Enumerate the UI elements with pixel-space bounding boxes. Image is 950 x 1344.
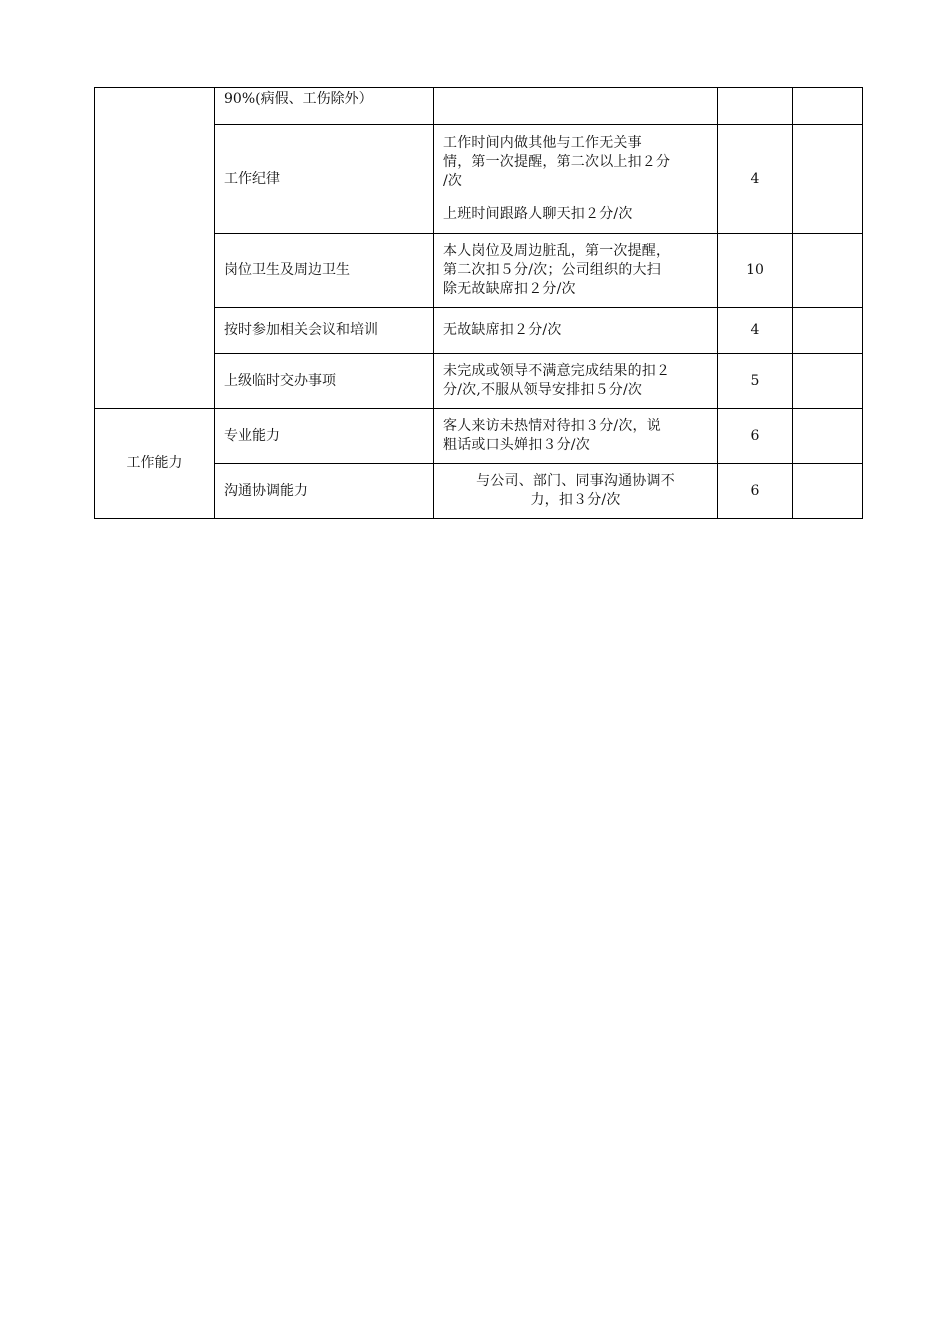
score-cell [718, 88, 793, 125]
standard-cell [434, 234, 718, 308]
score-cell: 6 [718, 464, 793, 519]
standard-line: 除无故缺席扣２分/次 [443, 281, 576, 297]
standard-line: 粗话或口头婵扣３分/次 [443, 437, 590, 453]
result-cell [793, 125, 863, 234]
standard-line: 本人岗位及周边脏乱，第一次提醒， [443, 243, 671, 259]
standard-cell [434, 308, 718, 354]
standard-line: 第二次扣５分/次；公司组织的大扫 [443, 262, 661, 278]
result-cell [793, 409, 863, 464]
assessment-table [94, 87, 863, 519]
result-cell [793, 354, 863, 409]
result-cell [793, 308, 863, 354]
standard-line: 工作时间内做其他与工作无关事 [443, 135, 642, 151]
standard-cell [434, 464, 718, 519]
standard-line: 情，第一次提醒，第二次以上扣２分 [443, 154, 671, 170]
standard-cell [434, 88, 718, 125]
item-cell: 90%(病假、工伤除外） [215, 88, 434, 125]
standard-line: 力，扣３分/次 [530, 492, 621, 508]
score-cell: 4 [718, 308, 793, 354]
standard-cell [434, 125, 718, 234]
standard-line: /次 [443, 173, 463, 189]
table-row [95, 88, 863, 125]
category-cell: 工作能力 [95, 409, 215, 519]
spacer [443, 191, 708, 205]
item-cell: 专业能力 [215, 409, 434, 464]
result-cell [793, 464, 863, 519]
standard-line: 未完成或领导不满意完成结果的扣２ [443, 363, 671, 379]
table-row [95, 409, 863, 464]
category-cell-continued [95, 88, 215, 409]
item-cell: 工作纪律 [215, 125, 434, 234]
standard-line: 分/次,不服从领导安排扣５分/次 [443, 382, 643, 398]
standard-line: 客人来访未热情对待扣３分/次，说 [443, 418, 661, 434]
result-cell [793, 234, 863, 308]
score-cell: 10 [718, 234, 793, 308]
item-cell: 上级临时交办事项 [215, 354, 434, 409]
result-cell [793, 88, 863, 125]
score-cell: 5 [718, 354, 793, 409]
standard-line: 无故缺席扣２分/次 [443, 322, 562, 338]
standard-line: 上班时间跟路人聊天扣２分/次 [443, 206, 633, 222]
item-cell: 沟通协调能力 [215, 464, 434, 519]
standard-cell [434, 354, 718, 409]
score-cell: 4 [718, 125, 793, 234]
standard-cell [434, 409, 718, 464]
score-cell: 6 [718, 409, 793, 464]
item-cell: 按时参加相关会议和培训 [215, 308, 434, 354]
item-cell: 岗位卫生及周边卫生 [215, 234, 434, 308]
standard-line: 与公司、部门、同事沟通协调不 [476, 473, 675, 489]
